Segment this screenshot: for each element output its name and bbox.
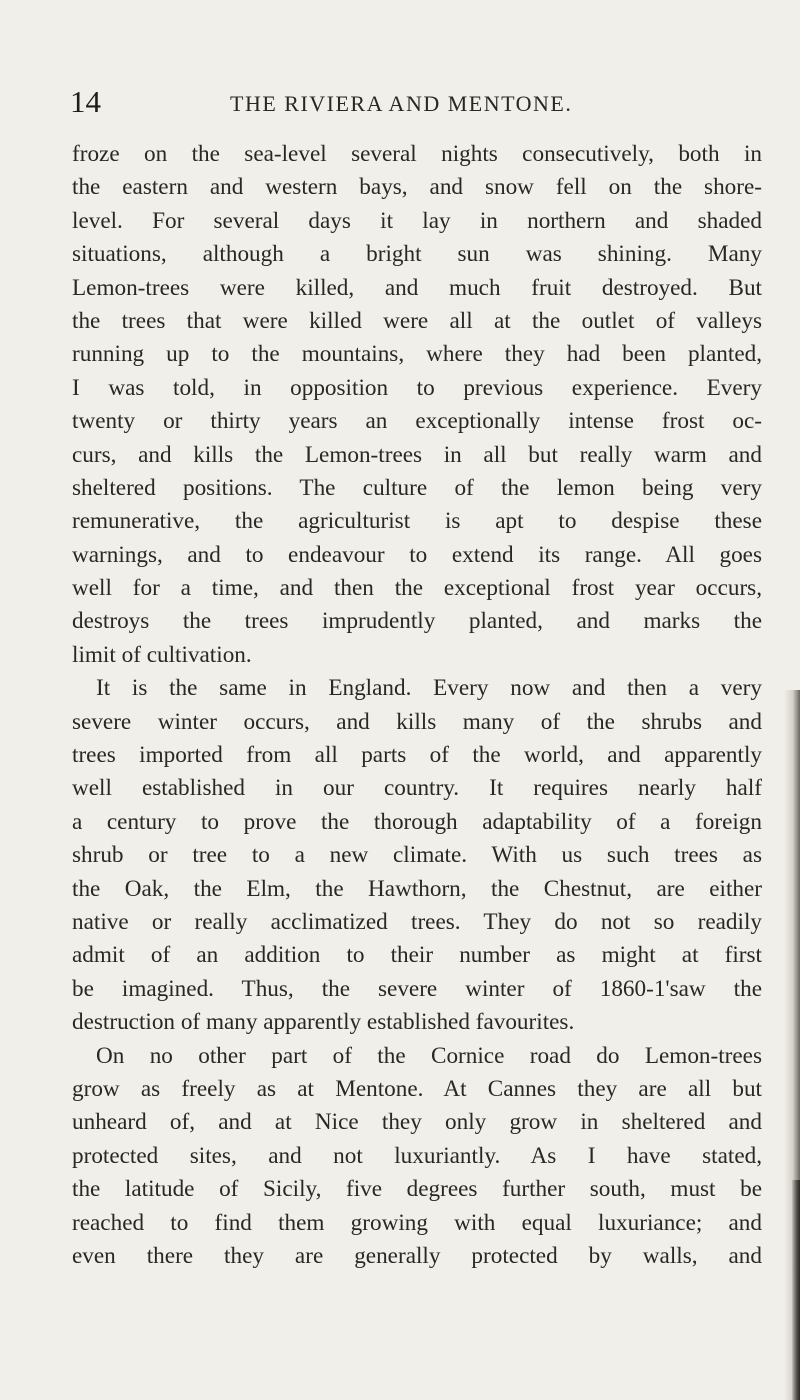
text-line-paragraph-end: limit of cultivation.	[72, 641, 252, 668]
running-title: THE RIVIERA AND MENTONE.	[230, 91, 573, 116]
text-line: the trees that were killed were all at the outlet of valleys	[72, 307, 762, 334]
text-line-paragraph-end: destruction of many apparently established favourites.	[72, 1009, 575, 1036]
text-line: sheltered positions. The culture of the lemon being very	[72, 474, 762, 501]
text-line: the latitude of Sicily, five degrees further south, must be	[72, 1176, 762, 1203]
text-line: warnings, and to endeavour to extend its range. All goes	[72, 541, 762, 568]
text-line: trees imported from all parts of the world, and apparently	[72, 742, 762, 769]
body-text	[72, 138, 762, 1273]
text-line: a century to prove the thorough adaptability of a foreign	[72, 808, 762, 835]
text-line: protected sites, and not luxuriantly. As I have stated,	[72, 1142, 762, 1169]
text-line: curs, and kills the Lemon-trees in all but really warm and	[72, 441, 762, 468]
text-line: the eastern and western bays, and snow fell on the shore-	[72, 174, 762, 201]
text-line: I was told, in opposition to previous experience. Every	[72, 374, 762, 401]
page-edge-shadow-dark	[792, 1180, 800, 1400]
text-line: unheard of, and at Nice they only grow in sheltered and	[72, 1109, 762, 1136]
text-line: well established in our country. It requires nearly half	[72, 775, 762, 802]
text-line: shrub or tree to a new climate. With us such trees as	[72, 842, 762, 869]
text-line-paragraph-start: It is the same in England. Every now and then a very	[96, 675, 762, 702]
text-line: twenty or thirty years an exceptionally intense frost oc-	[72, 408, 762, 435]
text-line: froze on the sea-level several nights consecutively, both in	[72, 141, 762, 167]
text-line: reached to find them growing with equal luxuriance; and	[72, 1209, 762, 1236]
text-line: level. For several days it lay in northern and shaded	[72, 207, 762, 234]
running-head	[70, 84, 770, 118]
text-line: be imagined. Thus, the severe winter of 1860-1'saw the	[72, 975, 762, 1002]
text-line: grow as freely as at Mentone. At Cannes they are all but	[72, 1075, 762, 1102]
text-line: well for a time, and then the exceptional frost year occurs,	[72, 575, 762, 602]
text-line: running up to the mountains, where they had been planted,	[72, 341, 762, 368]
text-line: admit of an addition to their number as might at first	[72, 942, 762, 969]
text-line: destroys the trees imprudently planted, and marks the	[72, 608, 762, 635]
text-line: situations, although a bright sun was shining. Many	[72, 241, 762, 268]
text-line: severe winter occurs, and kills many of the shrubs and	[72, 708, 762, 735]
text-line: the Oak, the Elm, the Hawthorn, the Chestnut, are either	[72, 875, 762, 902]
text-line: remunerative, the agriculturist is apt to despise these	[72, 508, 762, 535]
text-line: Lemon-trees were killed, and much fruit destroyed. But	[72, 274, 762, 301]
page-number: 14	[70, 84, 101, 119]
text-line: even there they are generally protected by walls, and	[72, 1242, 762, 1269]
text-line: native or really acclimatized trees. They do not so readily	[72, 908, 762, 935]
text-line-paragraph-start: On no other part of the Cornice road do Lemon-trees	[96, 1042, 762, 1069]
